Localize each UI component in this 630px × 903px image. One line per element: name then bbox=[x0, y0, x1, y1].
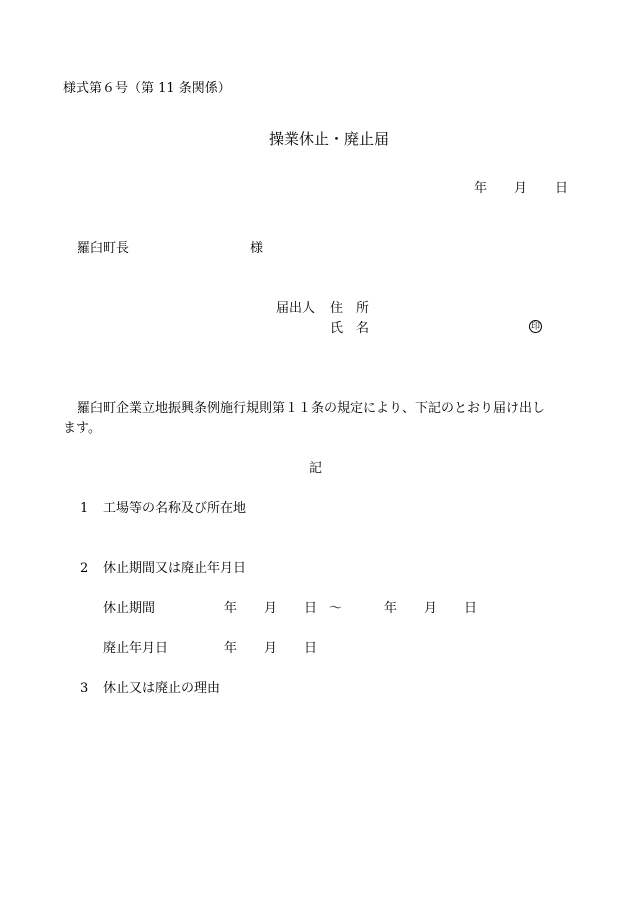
item-2-number: 2 bbox=[80, 561, 89, 576]
abolition-month: 月 bbox=[264, 641, 278, 656]
period-tilde: ～ bbox=[329, 601, 343, 616]
item-2-label: 休止期間又は廃止年月日 bbox=[103, 561, 247, 576]
document-title: 操業休止・廃止届 bbox=[269, 130, 390, 148]
period-start-day: 日 bbox=[304, 601, 318, 616]
form-number: 様式第６号（第 11 条関係） bbox=[63, 81, 231, 96]
date-year-label: 年 bbox=[474, 181, 488, 196]
date-month-label: 月 bbox=[514, 181, 528, 196]
abolition-day: 日 bbox=[304, 641, 318, 656]
body-line-1: 羅臼町企業立地振興条例施行規則第１１条の規定により、下記のとおり届け出し bbox=[77, 401, 546, 416]
item-1-label: 工場等の名称及び所在地 bbox=[103, 501, 247, 516]
ki-heading: 記 bbox=[309, 461, 323, 476]
period-end-day: 日 bbox=[464, 601, 478, 616]
abolition-year: 年 bbox=[224, 641, 238, 656]
item-3-number: 3 bbox=[80, 681, 89, 696]
period-start-year: 年 bbox=[224, 601, 238, 616]
date-day-label: 日 bbox=[555, 181, 569, 196]
applicant-address-label: 住 所 bbox=[330, 301, 370, 316]
applicant-label: 届出人 bbox=[276, 301, 316, 316]
seal-mark: 印 bbox=[530, 322, 540, 332]
item-1-number: 1 bbox=[80, 501, 89, 516]
applicant-name-label: 氏 名 bbox=[330, 321, 370, 336]
period-end-month: 月 bbox=[424, 601, 438, 616]
addressee-name: 羅臼町長 bbox=[77, 241, 130, 256]
period-start-month: 月 bbox=[264, 601, 278, 616]
period-end-year: 年 bbox=[384, 601, 398, 616]
item-3-label: 休止又は廃止の理由 bbox=[103, 681, 221, 696]
addressee-honorific: 様 bbox=[250, 241, 264, 256]
abolition-date-label: 廃止年月日 bbox=[103, 641, 169, 656]
suspension-period-label: 休止期間 bbox=[103, 601, 156, 616]
body-line-2: ます。 bbox=[63, 421, 101, 436]
